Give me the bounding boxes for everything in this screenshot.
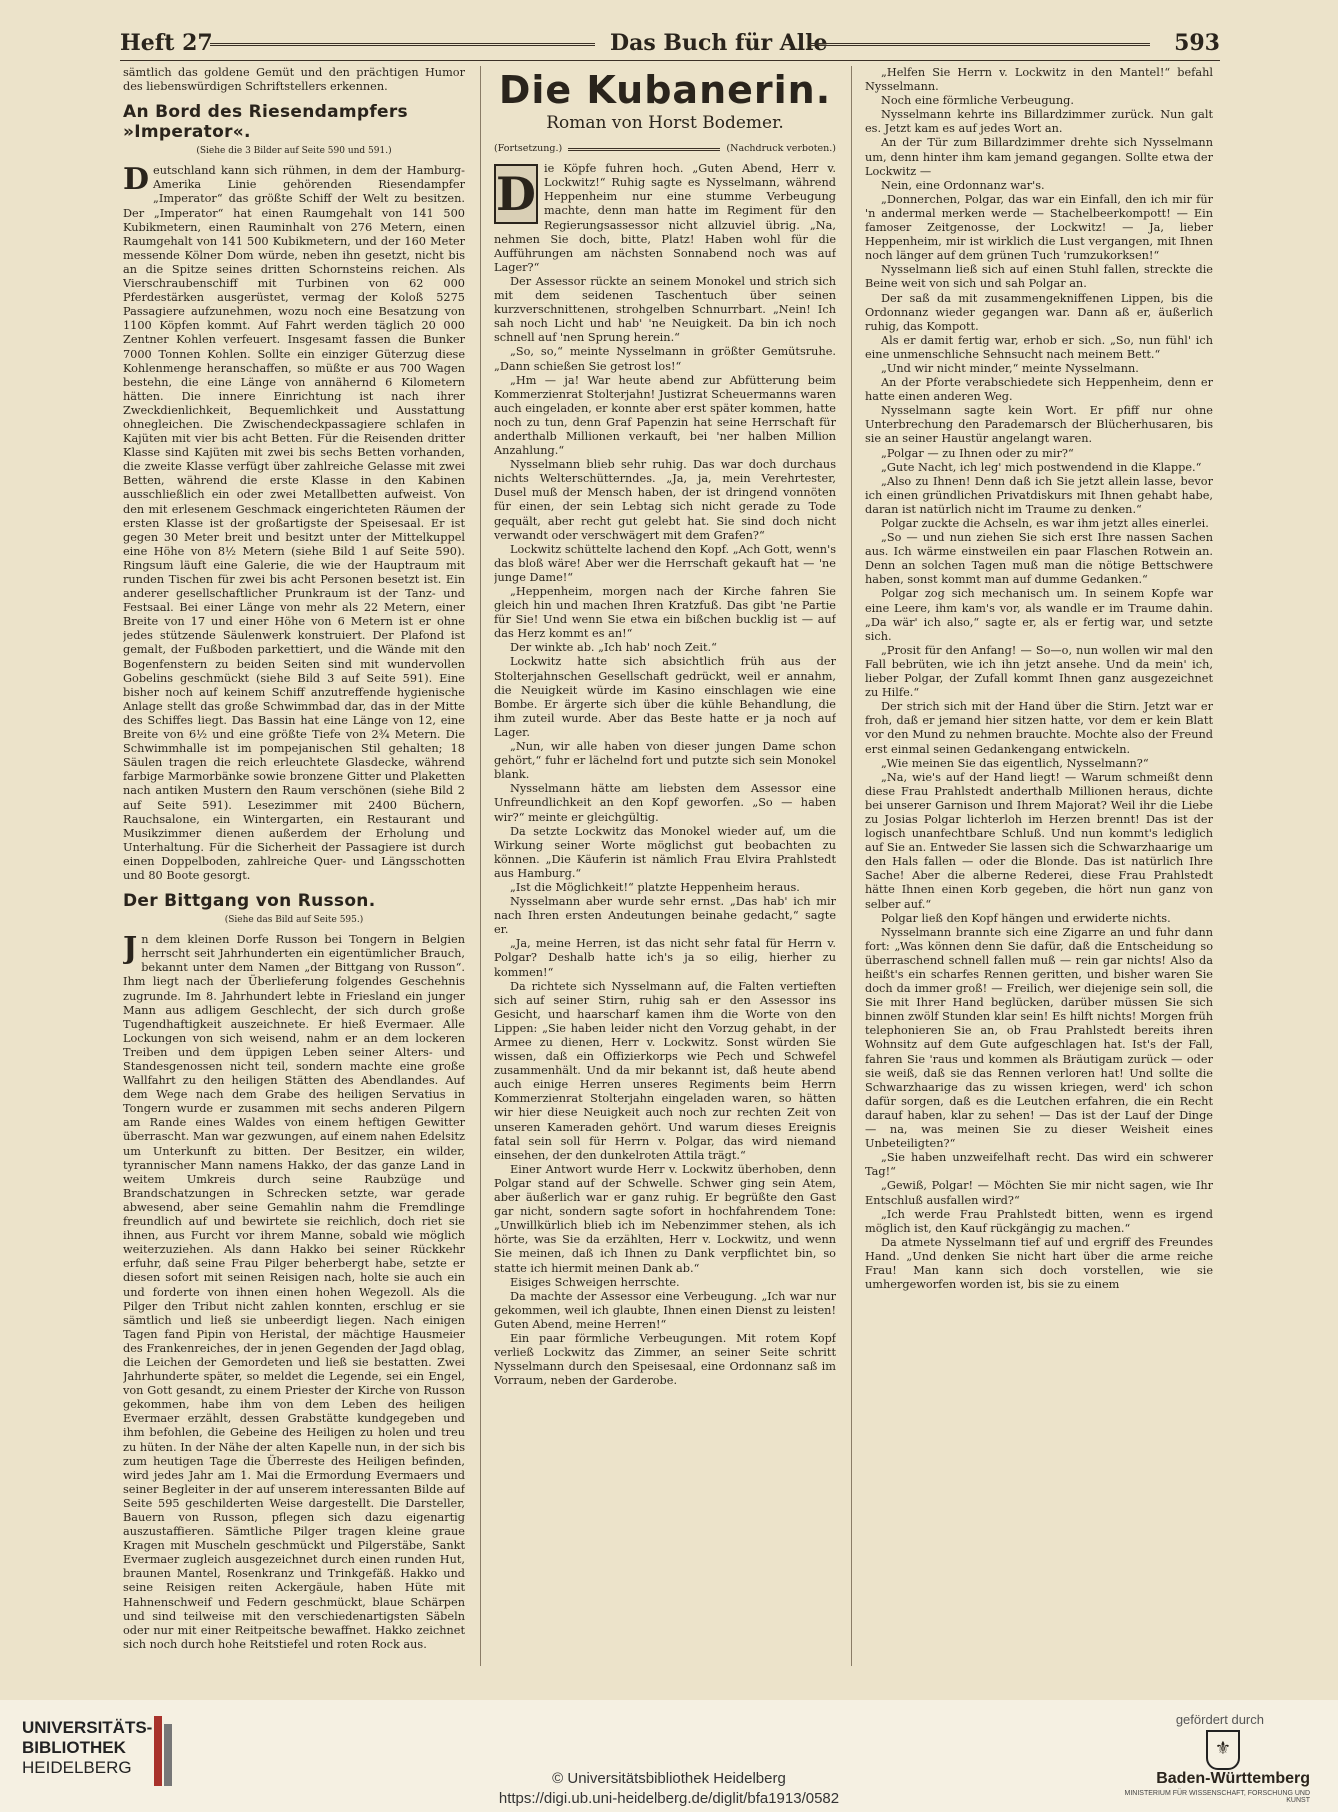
novel-paragraph: „Heppenheim, morgen nach der Kirche fahren Sie gleich hin und machen Ihren Kratzfuß. Das gibt 'ne Partie für Sie! Und wenn Sie etwa ein bißchen bucklig ist — auf das Herz kommt es an!“	[494, 585, 836, 641]
continuation-rule	[568, 148, 720, 151]
novel-paragraph: „Prosit für den Anfang! — So—o, nun wollen wir mal den Fall bebrüten, wie ich ihn jetzt ansehe. Und da mein' ich, lieber Polgar, der Zufall kommt Ihnen ganz ausgezeichnet zu Hilfe.“	[865, 643, 1213, 700]
imperator-text: eutschland kann sich rühmen, in dem der Hamburg-Amerika Linie gehörenden Riesendampfer „Imperator“ das größte Schiff der Welt zu besitzen. Der „Imperator“ hat einen Raumgehalt von 141 500 Kubikmetern, einen Rauminhalt von 276 Metern, einen Raumgehalt von 141 500 Kubikmetern, und der 160 Meter messende Kölner Dom würde, neben ihn gesetzt, nicht bis an die Spitze seines dritten Schornsteins reichen. Als Vierschraubenschiff mit Turbinen von 62 000 Pferdestärken ausgerüstet, vermag der Koloß 5275 Passagiere aufzunehmen, wozu noch eine Besatzung von 1100 Köpfen kommt. Auf Fahrt werden täglich 20 000 Zentner Kohlen verfeuert. Insgesamt fassen die Bunker 7000 Tonnen Kohlen. Sollte ein einziger Güterzug diese Kohlenmenge heranschaffen, so müßte er aus 700 Wagen bestehn, die eine Länge von annähernd 6 Kilometern hätten. Die innere Einrichtung ist nach ihrer Zweckdienlichkeit, Bequemlichkeit und Ausstattung ohnegleichen. Die Zwischendeckpassagiere schlafen in Kajüten mit vier bis acht Betten. Für die Reisenden dritter Klasse sind Kajüten mit zwei bis sechs Betten vorhanden, die zweite Klasse verfügt über zahlreiche Gelasse mit zwei Betten, während die erste Klasse in den Kabinen ausschließlich ein oder zwei Metallbetten aufweist. Von den mit erlesenem Geschmack eingerichteten Räumen der ersten Klasse ist der großartigste der Speisesaal. Er ist gegen 30 Meter breit und besitzt unter der Mittelkuppel eine Höhe von 8½ Metern (siehe Bild 1 auf Seite 590). Ringsum läuft eine Galerie, die wie der Hauptraum mit runden Tischen für zwei bis acht Personen besetzt ist. Ein anderer gesellschaftlicher Prunkraum ist der Tanz- und Festsaal. Bei einer Länge von mehr als 22 Metern, einer Breite von 17 und einer Höhe von 6 Metern ist er ohne jedes stützende Säulenwerk konstruiert. Der Plafond ist gemalt, der Fußboden parkettiert, und die Wände mit den Bogenfenstern zu beiden Seiten sind mit wundervollen Gobelins geschmückt (siehe Bild 3 auf Seite 591). Eine bisher noch auf keinem Schiff anzutreffende hygienische Anlage stellt das große Schwimmbad dar, das in der Mitte des Schiffes liegt. Das Bassin hat eine Länge von 12, eine Breite von 6½ und eine größte Tiefe von 2¾ Metern. Die Schwimmhalle ist im pompejanischen Stil gehalten; 18 Säulen tragen die reich erleuchtete Glasdecke, während farbige Marmorbänke sowie bronzene Gitter und Plaketten nach antiken Mustern den Raum verschönen (siehe Bild 2 auf Seite 591). Lesezimmer mit 2400 Büchern, Rauchsalone, ein Wintergarten, ein Restaurant und Musikzimmer dienen außerdem der Erholung und Unterhaltung. Für die Sicherheit der Passagiere ist durch einen Doppelboden, zahlreiche Quer- und Längsschotten und 80 Boote gesorgt.	[123, 164, 465, 882]
novel-title: Die Kubanerin.	[498, 68, 832, 112]
novel-paragraph: „Ich werde Frau Prahlstedt bitten, wenn es irgend möglich ist, den Kauf rückgängig zu machen.“	[865, 1207, 1213, 1235]
section-note-russon: (Siehe das Bild auf Seite 595.)	[224, 915, 364, 926]
novel-paragraph: Nysselmann sagte kein Wort. Er pfiff nur ohne Unterbrechung den Parademarsch der Blücherhusaren, bis sie an seiner Haustür angelangt waren.	[865, 404, 1213, 446]
intro-paragraph: sämtlich das goldene Gemüt und den prächtigen Humor des liebenswürdigen Schriftstellers erkennen.	[123, 66, 465, 94]
dropcap-novel: D	[494, 164, 538, 224]
continuation-label: (Fortsetzung.)	[494, 143, 563, 155]
novel-author: Roman von Horst Bodemer.	[546, 113, 784, 133]
novel-paragraph: „Na, wie's auf der Hand liegt! — Warum schmeißt denn diese Frau Prahlstedt anderthalb Millionen heraus, dichte bei unserer Garnison und Ihrem Majorat? Weil ihr die Liebe zu Josias Polgar lichterloh im Herzen brennt! Das ist der logisch unanfechtbare Schluß. Und nun kommt's lediglich auf Sie an. Entweder Sie lassen sich die Schwarzhaarige um den Hals fallen — oder die Blonde. Das ist natürlich Ihre Sache! Aber die alberne Rederei, diese Frau Prahlstedt hätte Ihnen einen Korb gegeben, die hört nun ganz von selber auf.“	[865, 770, 1213, 911]
novel-paragraph: Da richtete sich Nysselmann auf, die Falten vertieften sich auf seiner Stirn, ruhig sah er den Assessor ins Gesicht, und haarscharf kamen ihm die Worte von den Lippen: „Sie haben leider nicht den Vorzug gehabt, in der Armee zu dienen, Herr v. Lockwitz. Sonst würden Sie wissen, daß ein Offizierkorps wie Pech und Schwefel zusammenhält. Und da mir bekannt ist, daß heute abend auch einige Herren unseres Regiments beim Herrn Kommerzienrat Stolterjahn eingeladen waren, so hätten wir hier diese Neuigkeit auch noch zur rechten Zeit von unseren Kameraden gehört. Und warum dieses Ereignis fatal sein soll für Herrn v. Polgar, das wird niemand einsehen, der den dunkelroten Attila trägt.“	[494, 979, 836, 1162]
dropcap-imperator: D	[123, 162, 150, 198]
novel-paragraph: „Nun, wir alle haben von dieser jungen Dame schon gehört,“ fuhr er lächelnd fort und putzte sich sein Monokel blank.	[494, 740, 836, 782]
library-name-line2: BIBLIOTHEK	[22, 1738, 126, 1757]
library-name-line3: HEIDELBERG	[22, 1758, 132, 1777]
novel-paragraph: Nysselmann blieb sehr ruhig. Das war doch durchaus nichts Welterschütterndes. „Ja, ja, mein Verehrtester, Dusel muß der Mensch haben, der ist dringend vonnöten für einen, der sein Lebtag sich nicht gerade zu Tode gequält, aber recht gut gelebt hat. Sie sind doch nicht verwandt oder verschwägert mit dem Grafen?“	[494, 458, 836, 542]
sponsor-logo[interactable]	[1124, 1706, 1324, 1806]
novel-paragraph: Lockwitz schüttelte lachend den Kopf. „Ach Gott, wenn's das bloß wäre! Aber wer die Herrschaft gekauft hat — 'ne junge Dame!“	[494, 542, 836, 584]
section-title-imperator: An Bord des Riesendampfers »Imperator«.	[123, 102, 408, 143]
page-header	[120, 26, 1220, 56]
novel-paragraph: Polgar zog sich mechanisch um. In seinem Kopfe war eine Leere, ihm kam's vor, als wandle er im Traume dahin. „Da wär' ich also,“ sagte er, als er fertig war, und setzte sich.	[865, 587, 1213, 643]
novel-paragraph: Der saß da mit zusammengekniffenen Lippen, bis die Ordonnanz wieder gegangen war. Dann aß er, äußerlich ruhig, das Kompott.	[865, 291, 1213, 333]
page-url-link[interactable]: https://digi.ub.uni-heidelberg.de/diglit/bfa1913/0582	[498, 1790, 840, 1807]
ministry-name: MINISTERIUM FÜR WISSENSCHAFT, FORSCHUNG UND KUNST	[1124, 1790, 1310, 1804]
novel-paragraph: „Gute Nacht, ich leg' mich postwendend in die Klappe.“	[881, 460, 1202, 474]
novel-paragraph: An der Pforte verabschiedete sich Heppenheim, denn er hatte einen anderen Weg.	[865, 376, 1213, 404]
column-1	[123, 66, 465, 1681]
section-body-russon	[123, 933, 465, 1652]
issue-number: Heft 27	[120, 30, 213, 56]
novel-paragraph: „Sie haben unzweifelhaft recht. Das wird ein schwerer Tag!“	[865, 1151, 1213, 1179]
copyright-notice: © Universitätsbibliothek Heidelberg	[552, 1770, 786, 1787]
novel-paragraph: Noch eine förmliche Verbeugung.	[881, 94, 1074, 108]
novel-paragraph: „Also zu Ihnen! Denn daß ich Sie jetzt allein lasse, bevor ich einen gründlichen Privatdiskurs mit Ihnen gehabt habe, daran ist natürlich nicht im Traume zu denken.“	[865, 474, 1213, 516]
novel-paragraph: Lockwitz hatte sich absichtlich früh aus der Stolterjahnschen Gesellschaft gedrückt, weil er annahm, die Neuigkeit würde im Kasino einschlagen wie eine Bombe. Er ärgerte sich über die kühle Behandlung, die ihm zuteil wurde. Aber das Beste hatte er ja noch auf Lager.	[494, 655, 836, 739]
novel-paragraph: Polgar ließ den Kopf hängen und erwiderte nichts.	[881, 911, 1171, 925]
library-name-line1: UNIVERSITÄTS-	[22, 1718, 153, 1737]
novel-paragraph: „So, so,“ meinte Nysselmann in größter Gemütsruhe. „Dann schießen Sie getrost los!“	[494, 345, 836, 373]
novel-paragraph: Nein, eine Ordonnanz war's.	[881, 178, 1045, 192]
viewer-footer	[0, 1700, 1338, 1812]
state-name: Baden-Württemberg	[1156, 1770, 1310, 1787]
novel-paragraph: Der Assessor rückte an seinem Monokel und strich sich mit dem seidenen Taschentuch über seinen kurzverschnittenen, strohgelben Schnurrbart. „Nein! Ich sah noch Licht und hab' 'ne Neuigkeit. Da bin ich noch schnell auf 'nen Sprung herein.“	[494, 274, 836, 345]
novel-paragraph: „Ja, meine Herren, ist das nicht sehr fatal für Herrn v. Polgar? Deshalb hatte ich's ja so eilig, hierher zu kommen!“	[494, 937, 836, 979]
novel-p1: ie Köpfe fuhren hoch. „Guten Abend, Herr v. Lockwitz!“ Ruhig sagte es Nysselmann, während Heppenheim nur eine stumme Verbeugung machte, denn man hatte im Regiment für den Regierungsassessor nicht allzuviel übrig. „Na, nehmen Sie doch, bitte, Platz! Haben wohl für die Aufführungen am nächsten Sonnabend noch was auf Lager?“	[494, 162, 836, 274]
column-2	[494, 66, 836, 1681]
novel-paragraph: „Helfen Sie Herrn v. Lockwitz in den Mantel!“ befahl Nysselmann.	[865, 66, 1213, 94]
russon-text: n dem kleinen Dorfe Russon bei Tongern in Belgien herrscht seit Jahrhunderten ein eigentümlicher Brauch, bekannt unter dem Namen „der Bittgang von Russon“. Ihm liegt nach der Überlieferung folgendes Geschehnis zugrunde. Im 8. Jahrhundert lebte in Friesland ein junger Mann aus adligem Geschlecht, der sich durch große Tugendhaftigkeit auszeichnete. Er hieß Evermaer. Alle Lockungen von sich weisend, nahm er an dem lockeren Treiben und dem üppigen Leben seiner Alters- und Standesgenossen nicht teil, sondern machte eine große Wallfahrt zu den heiligen Stätten des Abendlandes. Auf dem Wege nach dem Grabe des heiligen Servatius in Tongern wurde er zusammen mit sechs anderen Pilgern am Rande eines Waldes von einem heftigen Gewitter überrascht. Man war gezwungen, auf einem nahen Edelsitz um Unterkunft zu bitten. Der Besitzer, ein wilder, tyrannischer Mann namens Hakko, der das ganze Land in weitem Umkreis durch seine Raubzüge und Brandschatzungen in Schrecken setzte, war gerade abwesend, aber seine Gemahlin nahm die Fremdlinge freundlich auf und bewirtete sie reichlich, doch riet sie ihnen, aus Furcht vor ihrem Manne, sobald wie möglich weiterzuziehen. Als dann Hakko bei seiner Rückkehr erfuhr, daß seine Frau Pilger beherbergt habe, setzte er diesen sofort mit seinen Reisigen nach, holte sie auch ein und forderte von ihnen einen hohen Wegezoll. Als die Pilger den Tribut nicht zahlen konnten, erschlug er sie sämtlich und ließ sie unbeerdigt liegen. Nach einigen Tagen fand Pipin von Heristal, der mächtige Hausmeier des Frankenreiches, der in jenen Gegenden der Jagd oblag, die Leichen der Gemordeten und ließ sie bestatten. Zwei Jahrhunderte später, so meldet die Legende, sei ein Engel, von Gott gesandt, zu einem Priester der Kirche von Russon gekommen, habe ihm von dem Leben des heiligen Evermaer erzählt, dessen Grabstätte kundgegeben und ihm befohlen, die Gebeine des Heiligen zu holen und treu zu hüten. In der Nähe der alten Kapelle nun, in der sich bis zum heutigen Tage die Überreste des Heiligen befinden, wird jedes Jahr am 1. Mai die Ermordung Evermaers und seiner Begleiter in der auf unserem interessanten Bilde auf Seite 595 geschilderten Weise dargestellt. Die Darsteller, Bauern von Russon, pflegen sich dazu eigenartig auszustaffieren. Sämtliche Pilger tragen kleine graue Kragen mit Muscheln geschmückt und Pilgerstäbe, Sankt Evermaer zugleich ausgezeichnet durch einen runden Hut, braunen Mantel, Rosenkranz und Trinkgefäß. Hakko und seine Reisigen reiten Ackergäule, haben Hüte mit Hahnenschweif und Federn geschmückt, blaue Schärpen und sind teilweise mit den verschiedenartigsten Säbeln oder nur mit einer Reitpeitsche bewaffnet. Hakko zeichnet sich noch durch hohe Reitstiefel und roten Rock aus.	[123, 933, 465, 1651]
novel-paragraph: „Polgar — zu Ihnen oder zu mir?“	[881, 446, 1074, 460]
novel-paragraph: „Ist die Möglichkeit!“ platzte Heppenheim heraus.	[510, 880, 800, 894]
novel-paragraph: Nysselmann ließ sich auf einen Stuhl fallen, streckte die Beine weit von sich und sah Polgar an.	[865, 263, 1213, 291]
novel-paragraph: „Wie meinen Sie das eigentlich, Nysselmann?“	[881, 756, 1149, 770]
continuation-row	[494, 142, 836, 156]
novel-paragraph: „So — und nun ziehen Sie sich erst Ihre nassen Sachen aus. Ich wärme einstweilen ein paar Flaschen Rotwein an. Denn an solchen Tagen muß man die nötige Bettschwere haben, sonst kommt man auf dumme Gedanken.“	[865, 531, 1213, 587]
novel-paragraph: „Hm — ja! War heute abend zur Abfütterung beim Kommerzienrat Stolterjahn! Justizrat Scheuermanns waren auch eingeladen, er konnte aber erst später kommen, hatte noch zu tun, denn Graf Papenzin hat seine Herrschaft für anderthalb Millionen verkauft, bei 'ner halben Million Anzahlung.“	[494, 373, 836, 458]
state-crest-icon: ⚜	[1206, 1730, 1240, 1770]
novel-paragraph: Da atmete Nysselmann tief auf und ergriff des Freundes Hand. „Und denken Sie nicht hart über die arme reiche Frau! Man kann sich doch vorstellen, wie sie umhergeworfen worden ist, bis sie zu einem	[865, 1235, 1213, 1292]
novel-paragraph: „Donnerchen, Polgar, das war ein Einfall, den ich mir für 'n andermal merken werde — Stachelbeerkompott! — Ein famoser Zeitgenosse, der Lockwitz! — Ja, lieber Heppenheim, mir ist wirklich die Lust vergangen, mit Ihnen noch länger auf dem grünen Tuch 'rumzukorksen!“	[865, 192, 1213, 263]
magazine-title: Das Buch für Alle	[610, 30, 828, 56]
novel-paragraph: Nysselmann aber wurde sehr ernst. „Das hab' ich mir nach Ihren ersten Andeutungen beinahe gedacht,“ sagte er.	[494, 895, 836, 937]
header-rule-right	[810, 43, 1150, 46]
reprint-notice: (Nachdruck verboten.)	[726, 143, 836, 155]
novel-paragraph: Nysselmann kehrte ins Billardzimmer zurück. Nun galt es. Jetzt kam es auf jedes Wort an.	[865, 108, 1213, 136]
novel-paragraph: Als er damit fertig war, erhob er sich. „So, nun fühl' ich eine unmenschliche Sehnsucht nach meinem Bett.“	[865, 333, 1213, 361]
section-title-russon: Der Bittgang von Russon.	[123, 891, 376, 912]
novel-paragraph: Einer Antwort wurde Herr v. Lockwitz überhoben, denn Polgar stand auf der Schwelle. Schwer ging sein Atem, aber äußerlich war er ganz ruhig. Er begrüßte den Gast gar nicht, sondern sagte sofort in hochfahrendem Tone: „Unwillkürlich blieb ich im Nebenzimmer stehen, als ich hörte, was Sie da erzählten, Herr v. Lockwitz, und wenn Sie meinen, daß ich Ihnen zu Dank verpflichtet bin, so statte ich hiermit meinen Dank ab.“	[494, 1162, 836, 1275]
dropcap-russon: J	[123, 931, 138, 967]
novel-paragraph: Ein paar förmliche Verbeugungen. Mit rotem Kopf verließ Lockwitz das Zimmer, an seiner Seite schritt Nysselmann durch den Speisesaal, eine Ordonnanz saß im Vorraum, neben der Garderobe.	[494, 1331, 836, 1388]
novel-paragraph: „Und wir nicht minder,“ meinte Nysselmann.	[881, 361, 1139, 375]
novel-paragraph: An der Tür zum Billardzimmer drehte sich Nysselmann um, denn hinter ihm kam jemand gegangen. Sollte etwa der Lockwitz —	[865, 136, 1213, 178]
library-name	[22, 1718, 152, 1778]
page-number: 593	[1174, 30, 1220, 56]
section-note-imperator: (Siehe die 3 Bilder auf Seite 590 und 591.)	[196, 146, 392, 157]
novel-paragraph: Der strich sich mit der Hand über die Stirn. Jetzt war er froh, daß er jemand hier sitzen hatte, vor dem er kein Blatt vor den Mund zu nehmen brauchte. Mochte also der Freund erst einmal seinen Gedankengang entwickeln.	[865, 700, 1213, 756]
novel-paragraph	[494, 162, 836, 275]
funded-by-label: gefördert durch	[1175, 1712, 1264, 1727]
header-rule-left	[210, 43, 595, 46]
column-divider-2	[851, 66, 852, 1666]
novel-paragraph: Eisiges Schweigen herrschte.	[510, 1275, 680, 1289]
novel-paragraph: Da setzte Lockwitz das Monokel wieder auf, um die Wirkung seiner Worte möglichst gut beobachten zu können. „Die Käuferin ist nämlich Frau Elvira Prahlstedt aus Hamburg.“	[494, 824, 836, 880]
column-3	[865, 66, 1213, 1681]
novel-paragraph: Da machte der Assessor eine Verbeugung. „Ich war nur gekommen, weil ich glaubte, Ihnen einen Dienst zu leisten! Guten Abend, meine Herren!“	[494, 1289, 836, 1331]
section-body-imperator	[123, 164, 465, 883]
header-underline	[120, 60, 1220, 61]
novel-paragraph: Nysselmann hätte am liebsten dem Assessor eine Unfreundlichkeit an den Kopf geworfen. „So — haben wir?“ meinte er gleichgültig.	[494, 782, 836, 824]
novel-paragraph: „Gewiß, Polgar! — Möchten Sie mir nicht sagen, wie Ihr Entschluß ausfallen wird?“	[865, 1179, 1213, 1207]
novel-paragraph: Polgar zuckte die Achseln, es war ihm jetzt alles einerlei.	[881, 517, 1209, 530]
novel-paragraph: Nysselmann brannte sich eine Zigarre an und fuhr dann fort: „Was können denn Sie dafür, daß die Entscheidung so überraschend schnell fallen muß — rein gar nichts! Also da heißt's ein scharfes Rennen geritten, und bisher waren Sie doch da immer groß! — Freilich, wer diejenige sein soll, die Sie mit Ihrer Hand beglücken, darüber müssen Sie sich binnen zwölf Stunden klar sein! Es hilft nichts! Morgen früh telephonieren Sie an, ob Frau Prahlstedt bereits ihren Wohnsitz auf dem Gute aufgeschlagen hat. Ist's der Fall, fahren Sie 'raus und kommen als Bräutigam zurück — oder sie weiß, daß sie das Rennen verloren hat! Und sollte die Schwarzhaarige das zu wissen kriegen, werd' ich schon dafür sorgen, daß es die Leutchen erfahren, die ein Recht darauf haben, klar zu sehen! — Das ist der Lauf der Dinge — na, was meinen Sie zu dieser Weisheit eines Unbeteiligten?“	[865, 925, 1213, 1151]
column-divider-1	[480, 66, 481, 1666]
novel-paragraph: Der winkte ab. „Ich hab' noch Zeit.“	[510, 641, 717, 655]
